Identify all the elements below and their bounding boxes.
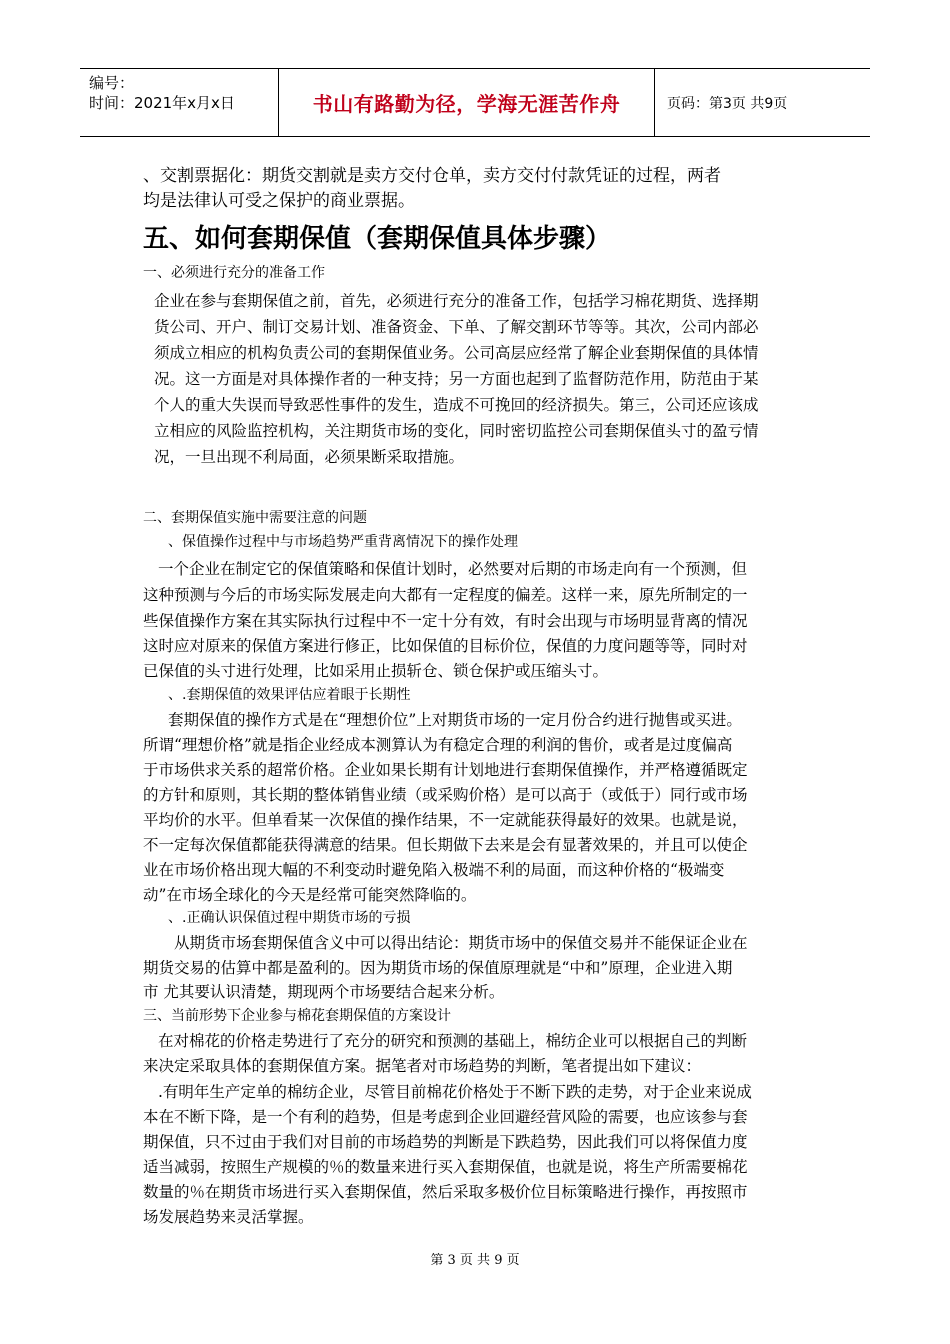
section1-line: 企业在参与套期保值之前，首先，必须进行充分的准备工作，包括学习棉花期货、选择期	[154, 292, 759, 310]
section2-sub1-line: 些保值操作方案在其实际执行过程中不一定十分有效，有时会出现与市场明显背离的情况	[143, 612, 748, 630]
section2-sub2-line: 不一定每次保值都能获得满意的结果。但长期做下去来是会有显著效果的，并且可以使企	[143, 836, 748, 854]
section1-line: 立相应的风险监控机构，关注期货市场的变化，同时密切监控公司套期保值头寸的盈亏情	[154, 422, 759, 440]
section2-sub2-line: 的方针和原则，其长期的整体销售业绩（或采购价格）是可以高于（或低于）同行或市场	[143, 786, 748, 804]
section3-line: 来决定采取具体的套期保值方案。据笔者对市场趋势的判断，笔者提出如下建议：	[143, 1057, 702, 1075]
header-meta-cell	[80, 69, 279, 136]
section2-sub2-line: 动”在市场全球化的今天是经常可能突然降临的。	[143, 886, 477, 904]
section2-sub1-line: 已保值的头寸进行处理，比如采用止损斩仓、锁仓保护或压缩头寸。	[143, 662, 609, 680]
intro-line: 、交割票据化：期货交割就是卖方交付仓单，卖方交付付款凭证的过程，两者	[143, 166, 721, 186]
section1-line: 个人的重大失误而导致恶性事件的发生，造成不可挽回的经济损失。第三，公司还应该成	[154, 396, 759, 414]
section1-title: 一、必须进行充分的准备工作	[143, 265, 325, 281]
intro-line: 均是法律认可受之保护的商业票据。	[143, 191, 415, 211]
section3-line: 场发展趋势来灵活掌握。	[143, 1208, 314, 1226]
page-header	[80, 68, 870, 137]
document-number-label: 编号：	[89, 74, 135, 92]
section1-line: 况，一旦出现不利局面，必须果断采取措施。	[154, 448, 465, 466]
section2-sub2-line: 所谓“理想价格”就是指企业经成本测算认为有稳定合理的利润的售价，或者是过度偏高	[143, 736, 733, 754]
section2-sub3-line: 期货交易的估算中都是盈利的。因为期货市场的保值原理就是“中和”原理，企业进入期	[143, 959, 733, 977]
page-footer: 第 3 页 共 9 页	[430, 1253, 520, 1268]
section2-sub3-title: 、.正确认识保值过程中期货市场的亏损	[168, 910, 411, 926]
section2-sub2-line: 套期保值的操作方式是在“理想价位”上对期货市场的一定月份合约进行抛售或买进。	[168, 711, 742, 729]
section1-line: 况。这一方面是对具体操作者的一种支持；另一方面也起到了监督防范作用，防范由于某	[154, 370, 759, 388]
section3-line: 期保值，只不过由于我们对目前的市场趋势的判断是下跌趋势，因此我们可以将保值力度	[143, 1133, 748, 1151]
header-page-code: 页码：第3页 共9页	[667, 95, 788, 112]
section2-sub1-line: 这时应对原来的保值方案进行修正，比如保值的目标价位，保值的力度问题等等，同时对	[143, 637, 748, 655]
section2-sub2-title: 、.套期保值的效果评估应着眼于长期性	[168, 687, 411, 703]
section1-line: 货公司、开户、制订交易计划、准备资金、下单、了解交割环节等等。其次，公司内部必	[154, 318, 759, 336]
section2-sub1-line: 一个企业在制定它的保值策略和保值计划时，必然要对后期的市场走向有一个预测，但	[158, 560, 748, 578]
header-motto: 书山有路勤为径，学海无涯苦作舟	[279, 69, 655, 136]
document-time-label: 时间：2021年x月x日	[89, 94, 235, 112]
section2-sub2-line: 平均价的水平。但单看某一次保值的操作结果，不一定就能获得最好的效果。也就是说，	[143, 811, 748, 829]
section1-line: 须成立相应的机构负责公司的套期保值业务。公司高层应经常了解企业套期保值的具体情	[154, 344, 759, 362]
section2-sub2-line: 于市场供求关系的超常价格。企业如果长期有计划地进行套期保值操作，并严格遵循既定	[143, 761, 748, 779]
section2-sub1-title: 、保值操作过程中与市场趋势严重背离情况下的操作处理	[168, 534, 518, 550]
section3-line: 适当减弱，按照生产规模的％的数量来进行买入套期保值，也就是说，将生产所需要棉花	[143, 1158, 748, 1176]
section2-sub1-line: 这种预测与今后的市场实际发展走向大都有一定程度的偏差。这样一来，原先所制定的一	[143, 586, 748, 604]
section3-title: 三、当前形势下企业参与棉花套期保值的方案设计	[143, 1008, 451, 1024]
section3-line: 在对棉花的价格走势进行了充分的研究和预测的基础上，棉纺企业可以根据自己的判断	[158, 1032, 748, 1050]
section3-line: .有明年生产定单的棉纺企业，尽管目前棉花价格处于不断下跌的走势，对于企业来说成	[158, 1083, 752, 1101]
section2-title: 二、套期保值实施中需要注意的问题	[143, 510, 367, 526]
section3-line: 数量的％在期货市场进行买入套期保值，然后采取多极价位目标策略进行操作，再按照市	[143, 1183, 748, 1201]
section2-sub2-line: 业在市场价格出现大幅的不利变动时避免陷入极端不利的局面，而这种价格的“极端变	[143, 861, 725, 879]
section2-sub3-line: 市 尤其要认识清楚，期现两个市场要结合起来分析。	[143, 983, 505, 1001]
section3-line: 本在不断下降，是一个有利的趋势，但是考虑到企业回避经营风险的需要，也应该参与套	[143, 1108, 748, 1126]
section2-sub3-line: 从期货市场套期保值含义中可以得出结论：期货市场中的保值交易并不能保证企业在	[174, 934, 748, 952]
section-heading: 五、如何套期保值（套期保值具体步骤）	[143, 224, 612, 254]
